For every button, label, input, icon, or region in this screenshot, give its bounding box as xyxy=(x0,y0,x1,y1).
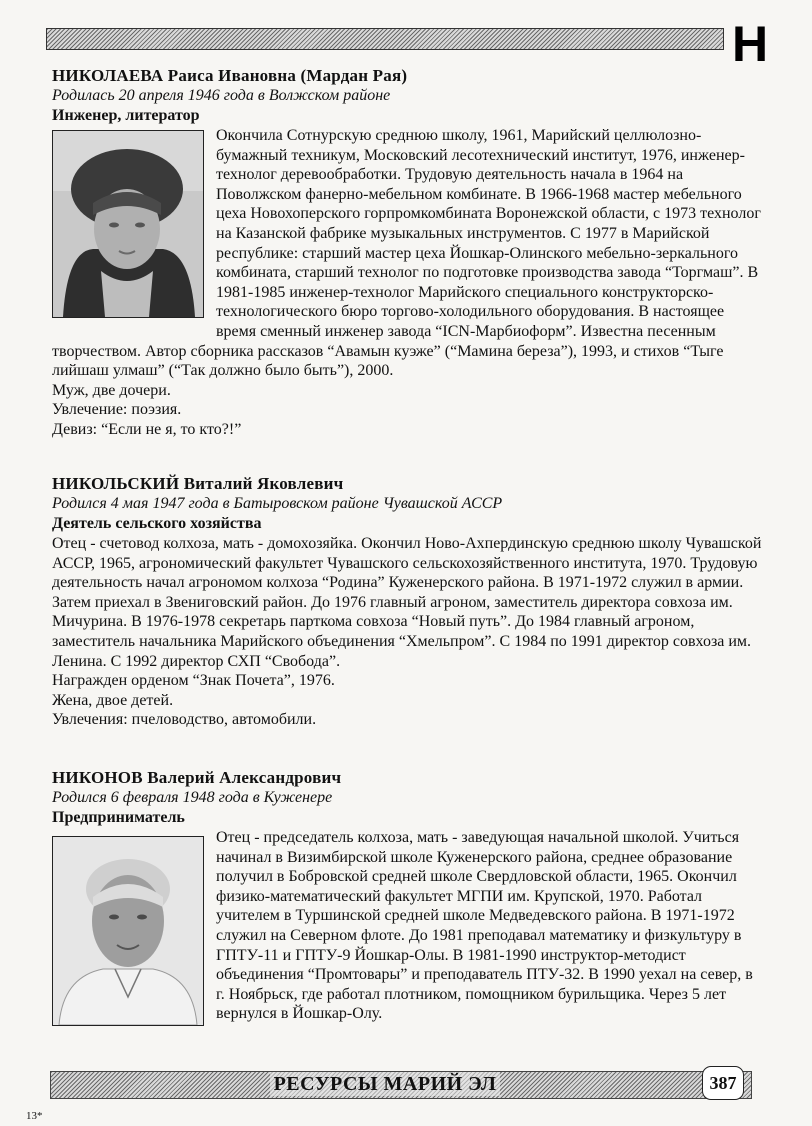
biography-text xyxy=(52,534,762,730)
birth-info: Родился 6 февраля 1948 года в Куженере xyxy=(52,789,333,806)
person-name: НИКОЛАЕВА Раиса Ивановна (Мардан Рая) xyxy=(52,66,408,85)
page-number: 387 xyxy=(702,1066,744,1100)
paragraph: Отец - счетовод колхоза, мать - домохозяйка. Окончил Ново-Ахпердинскую среднюю школу Чувашской АССР, 1965, агрономический факультет Чувашского сельскохозяйственного института, 1970. Трудовую деятельность начал агрономом колхоза “Родина” Куженерского района. В 1971-1972 служил в армии. Затем приехал в Звениговский район. До 1976 главный агроном, заместитель директора совхоза им. Мичурина. В 1976-1978 секретарь парткома совхоза “Новый путь”. До 1984 главный агроном, заместитель начальника Марийского объединения “Хмельпром”. С 1984 по 1991 директор совхоза им. Ленина. С 1992 директор СХП “Свобода”. xyxy=(52,535,762,670)
paragraph: Окончила Сотнурскую среднюю школу, 1961, Марийский целлюлозно-бумажный техникум, Московский лесотехнический институт, 1976, инженер-технолог деревообработки. Трудовую деятельность начала в 1964 на Поволжском фанерно-мебельном комбинате. В 1966-1968 мастер мебельного цеха Новохоперского горпромкомбината Воронежской области, с 1973 технолог на Казанской фабрике музыкальных инструментов. С 1977 в Марийской республике: старший мастер цеха Йошкар-Олинского мебельно-зеркального комбината, старший технолог по подготовке производства завода “Торгмаш”. В 1981-1985 инженер-технолог Марийского специального конструкторско-технологического бюро торгово-холодильного оборудования. В настоящее время сменный инженер завода “ICN-Марбиоформ”. Известна песенным творчеством. Автор сборника рассказов “Авамын куэже” (“Мамина береза”), 1993, и стихов “Тыге лийшаш улмаш” (“Так должно было быть”), 2000. xyxy=(52,127,761,380)
paragraph: Увлечение: поэзия. xyxy=(52,401,182,419)
header-hatch-band xyxy=(46,28,724,50)
biography-text xyxy=(52,126,762,440)
biography-text xyxy=(52,828,762,1024)
profession: Инженер, литератор xyxy=(52,107,200,124)
paragraph: Девиз: “Если не я, то кто?!” xyxy=(52,420,242,438)
paragraph: Увлечения: пчеловодство, автомобили. xyxy=(52,711,317,729)
section-letter: Н xyxy=(731,16,769,72)
biography-entry xyxy=(52,474,762,730)
signature-mark: 13* xyxy=(26,1110,43,1122)
portrait-photo xyxy=(52,836,204,1026)
paragraph: Отец - председатель колхоза, мать - заведующая начальной школой. Учиться начинал в Визимбирской школе Куженерского района, среднее образование получил в Бобровской средней школе Свердловской области, 1965. Окончил физико-математический факультет МГПИ им. Крупской, 1970. Работал учителем в Туршинской средней школе Медведевского района. В 1971-1972 служил на Северном флоте. До 1981 преподавал математику и физкультуру в ГПТУ-11 и ГПТУ-9 Йошкар-Олы. В 1981-1990 инструктор-методист объединения “Промтовары” и преподаватель ПТУ-32. В 1990 уехал на север, в г. Ноябрьск, где работал плотником, помощником бурильщика. Через 5 лет вернулся в Йошкар-Олу. xyxy=(216,829,753,1023)
biography-entry xyxy=(52,768,762,1032)
paragraph: Награжден орденом “Знак Почета”, 1976. xyxy=(52,672,335,690)
birth-info: Родился 4 мая 1947 года в Батыровском районе Чувашской АССР xyxy=(52,495,503,512)
paragraph: Жена, двое детей. xyxy=(52,691,174,709)
biography-entry xyxy=(52,66,762,440)
paragraph: Муж, две дочери. xyxy=(52,381,171,399)
profession: Предприниматель xyxy=(52,809,185,826)
footer-title: РЕСУРСЫ МАРИЙ ЭЛ xyxy=(270,1072,500,1096)
birth-info: Родилась 20 апреля 1946 года в Волжском районе xyxy=(52,87,391,104)
person-name: НИКОЛЬСКИЙ Виталий Яковлевич xyxy=(52,474,344,493)
person-name: НИКОНОВ Валерий Александрович xyxy=(52,768,342,787)
portrait-photo xyxy=(52,130,204,318)
profession: Деятель сельского хозяйства xyxy=(52,515,262,532)
